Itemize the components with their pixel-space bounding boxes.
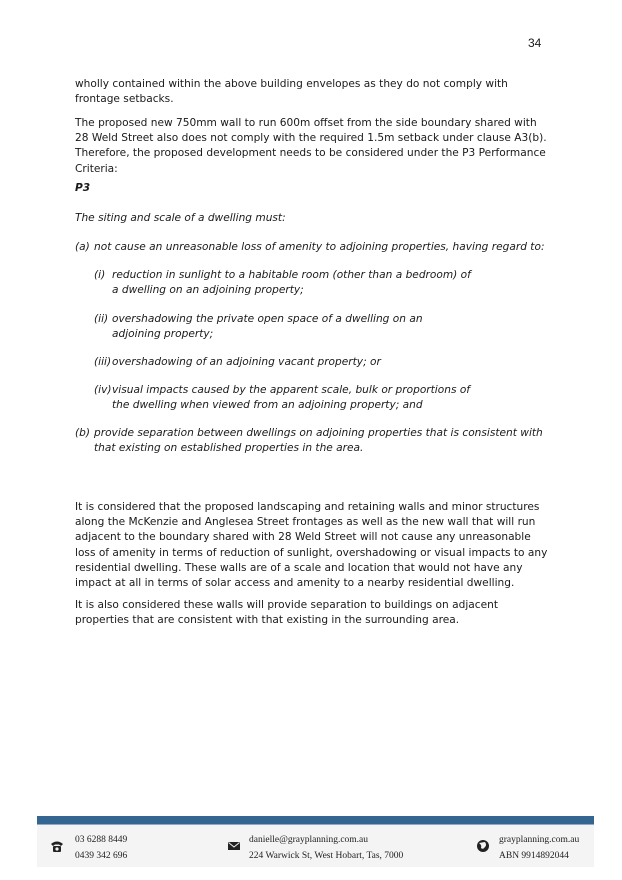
footer-phone-2: 0439 342 696	[75, 851, 128, 861]
subitem-marker: (ii)	[94, 313, 109, 325]
criteria-heading: P3	[75, 182, 91, 194]
footer-accent-bar	[37, 816, 594, 824]
globe-icon	[476, 839, 490, 853]
paragraph-new-wall: The proposed new 750mm wall to run 600m offset from the side boundary shared with 28 Weld Street also does not comply with the required 1.5m setback under clause A3(b). Therefore, the proposed development needs to be considered under the P3 Performance Criteria:	[75, 117, 547, 175]
page-footer	[37, 825, 594, 867]
telephone-icon	[50, 839, 64, 853]
subitem-text: overshadowing of an adjoining vacant property; or	[112, 356, 381, 368]
footer-website[interactable]: grayplanning.com.au	[499, 835, 580, 845]
footer-address: 224 Warwick St, West Hobart, Tas, 7000	[249, 851, 404, 861]
footer-contact-block	[249, 832, 403, 864]
page-number: 34	[528, 36, 542, 50]
paragraph-separation: It is also considered these walls will provide separation to buildings on adjacent properties that are consistent with that existing in the surrounding area.	[75, 599, 498, 627]
envelope-icon	[227, 839, 241, 853]
footer-abn: ABN 9914892044	[499, 851, 569, 861]
criteria-intro: The siting and scale of a dwelling must:	[75, 212, 286, 224]
subitem-text: overshadowing the private open space of a dwelling on an adjoining property;	[112, 313, 423, 341]
item-text: provide separation between dwellings on adjoining properties that is consistent with that existing on established properties in the area.	[94, 427, 543, 455]
item-text: not cause an unreasonable loss of amenity to adjoining properties, having regard to:	[94, 241, 545, 253]
paragraph-setbacks: wholly contained within the above building envelopes as they do not comply with frontage setbacks.	[75, 78, 508, 106]
subitem-marker: (iii)	[94, 356, 112, 368]
subitem-text: reduction in sunlight to a habitable room (other than a bedroom) of a dwelling on an adjoining property;	[112, 269, 471, 297]
paragraph-assessment: It is considered that the proposed landscaping and retaining walls and minor structures along the McKenzie and Anglesea Street frontages as well as the new wall that will run adjacent to the boundary shared with 28 Weld Street will not cause any unreasonable loss of amenity in terms of reduction of sunlight, overshadowing or visual impacts to any residential dwelling. These walls are of a scale and location that would not have any impact at all in terms of solar access and amenity to a nearby residential dwelling.	[75, 501, 548, 590]
item-marker: (a)	[75, 241, 90, 253]
footer-phone-1: 03 6288 8449	[75, 835, 128, 845]
footer-email[interactable]: danielle@grayplanning.com.au	[249, 835, 369, 845]
subitem-marker: (iv)	[94, 384, 112, 396]
item-marker: (b)	[75, 427, 90, 439]
subitem-text: visual impacts caused by the apparent scale, bulk or proportions of the dwelling when viewed from an adjoining property; and	[112, 384, 471, 412]
footer-web-block	[499, 832, 579, 864]
subitem-marker: (i)	[94, 269, 106, 281]
footer-phone-block	[75, 832, 127, 864]
